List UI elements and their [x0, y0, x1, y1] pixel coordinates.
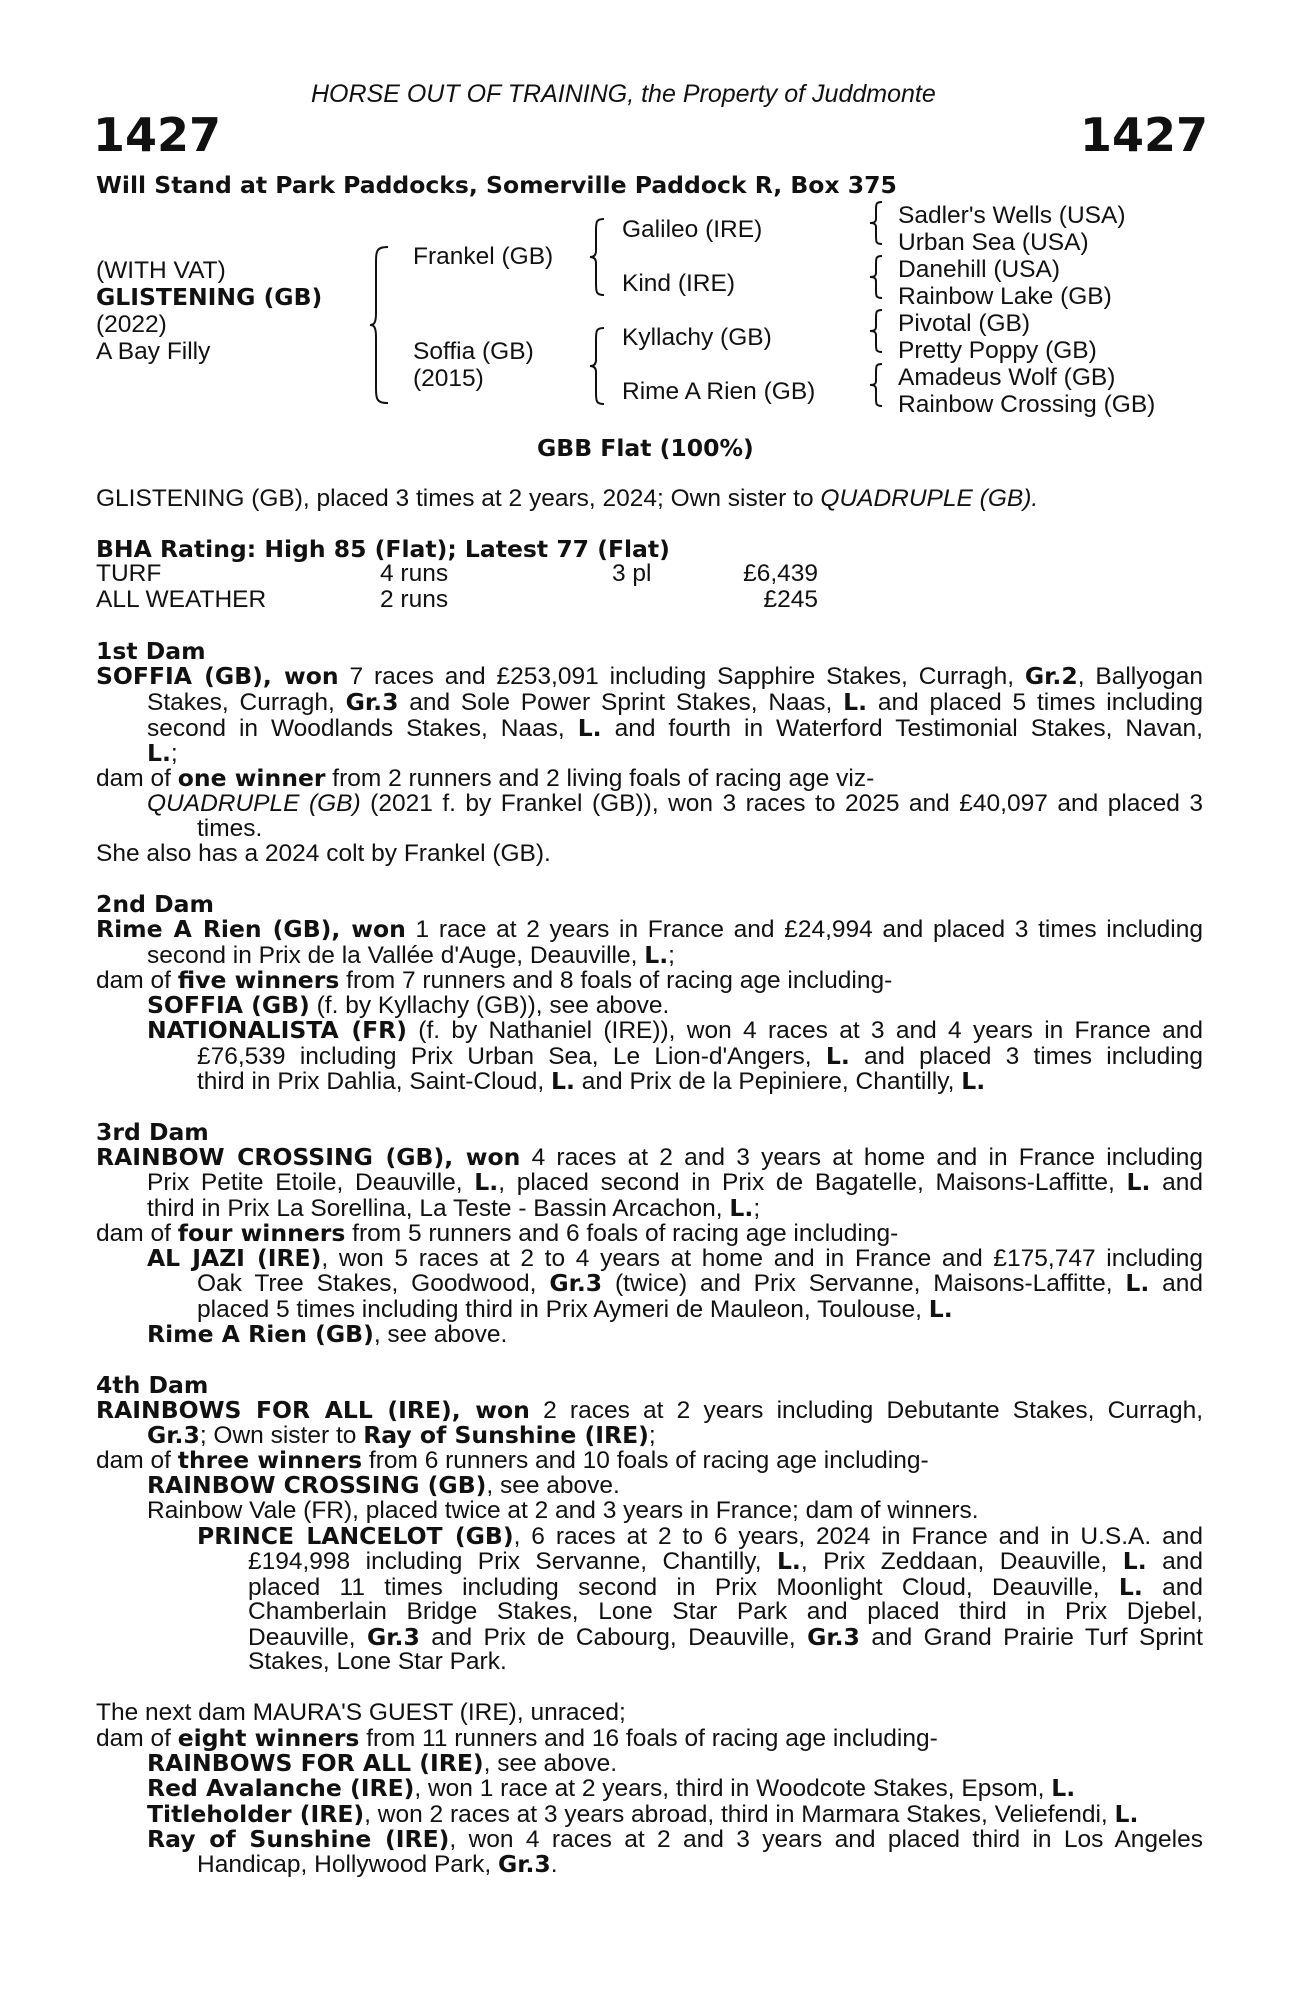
fourth-dam-produce: dam of three winners from 6 runners and 10 foals of racing age including-: [96, 1446, 929, 1474]
dam-name: Soffia (GB): [413, 338, 534, 365]
great-grandparent-1: Sadler's Wells (USA): [898, 202, 1126, 229]
first-dam-produce: dam of one winner from 2 runners and 2 living foals of racing age viz-: [96, 764, 875, 792]
second-dam-foal-cont: £76,539 including Prix Urban Sea, Le Lion-d'Angers, L. and placed 3 times including: [197, 1042, 1203, 1070]
fourth-dam-grandfoal-cont: Deauville, Gr.3 and Prix de Cabourg, Deauville, Gr.3 and Grand Prairie Turf Sprint: [248, 1623, 1203, 1651]
sire-name: Frankel (GB): [413, 243, 554, 270]
fourth-dam-grandfoal-cont: Chamberlain Bridge Stakes, Lone Star Park and placed third in Prix Djebel,: [248, 1598, 1203, 1625]
third-dam-foal: AL JAZI (IRE), won 5 races at 2 to 4 years at home and in France and £175,747 including: [147, 1244, 1203, 1272]
fourth-dam-grandfoal-cont: placed 11 times including second in Prix Moonlight Cloud, Deauville, L. and: [248, 1573, 1204, 1601]
pedigree-brace-main: [368, 245, 392, 405]
third-dam-line: Prix Petite Etoile, Deauville, L., placed second in Prix de Bagatelle, Maisons-Laffitte, L. and: [147, 1168, 1204, 1196]
pedigree-brace-gg2: [868, 254, 886, 300]
grandsire-1: Galileo (IRE): [622, 216, 763, 243]
third-dam-foal-cont: Oak Tree Stakes, Goodwood, Gr.3 (twice) and Prix Servanne, Maisons-Laffitte, L. and: [197, 1269, 1203, 1297]
great-grandparent-2: Urban Sea (USA): [898, 229, 1089, 256]
granddam-2: Rime A Rien (GB): [622, 378, 816, 405]
horse-description: A Bay Filly: [96, 338, 211, 365]
third-dam-line: third in Prix La Sorellina, La Teste - Bassin Arcachon, L.;: [147, 1194, 761, 1222]
gbb-flat-label: GBB Flat (100%): [537, 434, 754, 462]
pedigree-brace-dam: [588, 326, 608, 406]
third-dam-line: RAINBOW CROSSING (GB), won 4 races at 2 and 3 years at home and in France including: [96, 1143, 1203, 1171]
great-grandparent-6: Pretty Poppy (GB): [898, 337, 1097, 364]
second-dam-foal: SOFFIA (GB) (f. by Kyllachy (GB)), see above.: [147, 991, 670, 1019]
second-dam-produce: dam of five winners from 7 runners and 8 foals of racing age including-: [96, 966, 893, 994]
pedigree-brace-gg3: [868, 308, 886, 354]
fourth-dam-line: Gr.3; Own sister to Ray of Sunshine (IRE);: [147, 1421, 656, 1449]
next-dam-line: The next dam MAURA'S GUEST (IRE), unraced;: [96, 1699, 626, 1726]
next-dam-foal: Red Avalanche (IRE), won 1 race at 2 years, third in Woodcote Stakes, Epsom, L.: [147, 1774, 1076, 1802]
first-dam-foal-cont: times.: [197, 815, 263, 842]
first-dam-line: second in Woodlands Stakes, Naas, L. and fourth in Waterford Testimonial Stakes, Navan,: [147, 714, 1203, 742]
sale-subtitle: HORSE OUT OF TRAINING, the Property of Juddmonte: [311, 80, 936, 108]
next-dam-foal-cont: Handicap, Hollywood Park, Gr.3.: [197, 1850, 558, 1878]
form-prize: £6,439: [743, 560, 818, 587]
form-placed: 3 pl: [612, 560, 652, 587]
fourth-dam-foal: RAINBOW CROSSING (GB), see above.: [147, 1471, 620, 1499]
horse-summary: GLISTENING (GB), placed 3 times at 2 years, 2024; Own sister to QUADRUPLE (GB).: [96, 485, 1039, 512]
form-runs: 2 runs: [380, 586, 449, 613]
next-dam-foal: Ray of Sunshine (IRE), won 4 races at 2 and 3 years and placed third in Los Angeles: [147, 1825, 1203, 1853]
second-dam-heading: 2nd Dam: [96, 890, 214, 918]
dam-year: (2015): [413, 365, 484, 392]
second-dam-foal-cont: third in Prix Dahlia, Saint-Cloud, L. and Prix de la Pepiniere, Chantilly, L.: [197, 1067, 986, 1095]
great-grandparent-4: Rainbow Lake (GB): [898, 283, 1112, 310]
third-dam-produce: dam of four winners from 5 runners and 6 foals of racing age including-: [96, 1219, 899, 1247]
form-surface: TURF: [96, 560, 162, 587]
third-dam-foal: Rime A Rien (GB), see above.: [147, 1320, 508, 1348]
stand-location: Will Stand at Park Paddocks, Somerville Paddock R, Box 375: [96, 171, 897, 199]
second-dam-line: second in Prix de la Vallée d'Auge, Deauville, L.;: [147, 941, 675, 969]
pedigree-brace-gg4: [868, 362, 886, 408]
horse-year: (2022): [96, 311, 167, 338]
first-dam-line: SOFFIA (GB), won 7 races and £253,091 including Sapphire Stakes, Curragh, Gr.2, Ballyogan: [96, 662, 1203, 690]
third-dam-foal-cont: placed 5 times including third in Prix Aymeri de Mauleon, Toulouse, L.: [197, 1295, 953, 1323]
fourth-dam-heading: 4th Dam: [96, 1371, 209, 1399]
next-dam-foal: RAINBOWS FOR ALL (IRE), see above.: [147, 1749, 618, 1777]
bha-rating: BHA Rating: High 85 (Flat); Latest 77 (Flat): [96, 535, 670, 563]
lot-number-right: 1427: [1080, 108, 1209, 162]
first-dam-heading: 1st Dam: [96, 637, 206, 665]
pedigree-brace-gg1: [868, 200, 886, 246]
fourth-dam-grandfoal: PRINCE LANCELOT (GB), 6 races at 2 to 6 years, 2024 in France and in U.S.A. and: [197, 1522, 1203, 1550]
pedigree-brace-sire: [588, 217, 608, 297]
first-dam-line: L.;: [147, 739, 178, 767]
vat-note: (WITH VAT): [96, 257, 226, 284]
lot-number-left: 1427: [93, 108, 222, 162]
grandsire-2: Kyllachy (GB): [622, 324, 772, 351]
fourth-dam-grandfoal-cont: Stakes, Lone Star Park.: [248, 1648, 507, 1675]
fourth-dam-line: RAINBOWS FOR ALL (IRE), won 2 races at 2 years including Debutante Stakes, Curragh,: [96, 1396, 1204, 1424]
fourth-dam-grandfoal-cont: £194,998 including Prix Servanne, Chantilly, L., Prix Zeddaan, Deauville, L. and: [248, 1547, 1203, 1575]
granddam-1: Kind (IRE): [622, 270, 736, 297]
great-grandparent-3: Danehill (USA): [898, 256, 1061, 283]
great-grandparent-7: Amadeus Wolf (GB): [898, 364, 1116, 391]
first-dam-foal: QUADRUPLE (GB) (2021 f. by Frankel (GB)), won 3 races to 2025 and £40,097 and placed 3: [147, 790, 1203, 817]
next-dam-produce: dam of eight winners from 11 runners and 16 foals of racing age including-: [96, 1724, 938, 1752]
next-dam-foal: Titleholder (IRE), won 2 races at 3 years abroad, third in Marmara Stakes, Veliefendi, L.: [147, 1800, 1139, 1828]
form-runs: 4 runs: [380, 560, 449, 587]
first-dam-note: She also has a 2024 colt by Frankel (GB).: [96, 840, 551, 867]
second-dam-line: Rime A Rien (GB), won 1 race at 2 years in France and £24,994 and placed 3 times including: [96, 915, 1203, 943]
great-grandparent-8: Rainbow Crossing (GB): [898, 391, 1156, 418]
great-grandparent-5: Pivotal (GB): [898, 310, 1031, 337]
third-dam-heading: 3rd Dam: [96, 1118, 209, 1146]
fourth-dam-foal: Rainbow Vale (FR), placed twice at 2 and 3 years in France; dam of winners.: [147, 1497, 979, 1524]
form-prize: £245: [763, 586, 818, 613]
second-dam-foal: NATIONALISTA (FR) (f. by Nathaniel (IRE)), won 4 races at 3 and 4 years in France and: [147, 1016, 1203, 1044]
first-dam-line: Stakes, Curragh, Gr.3 and Sole Power Sprint Stakes, Naas, L. and placed 5 times including: [147, 688, 1204, 716]
form-surface: ALL WEATHER: [96, 586, 267, 613]
horse-name: GLISTENING (GB): [96, 283, 323, 311]
